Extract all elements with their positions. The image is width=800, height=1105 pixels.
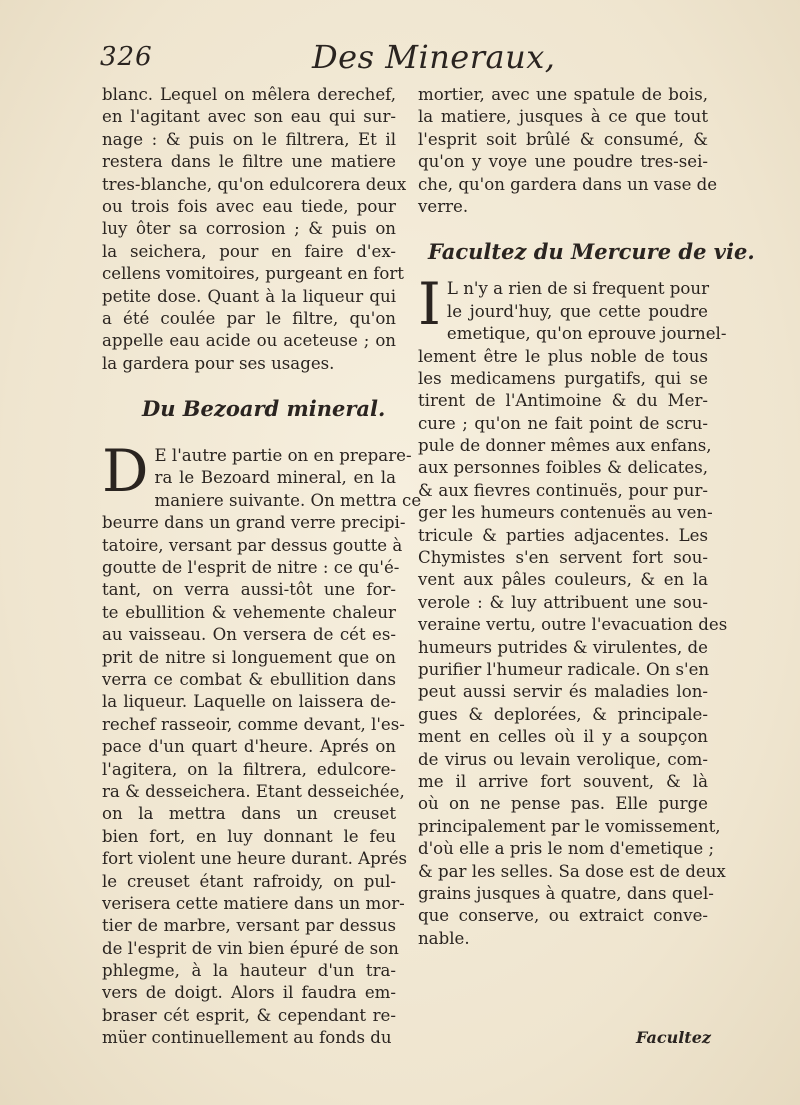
text-line: beurre dans un grand verre precipi- xyxy=(102,513,406,533)
section-heading-facultez: Facultez du Mercure de vie. xyxy=(428,239,755,265)
text-line: emetique, qu'on eprouve journel- xyxy=(446,324,727,344)
text-line: tricule & parties adjacentes. Les xyxy=(418,525,708,545)
text-line: tant, on verra aussi-tôt une for- xyxy=(102,580,396,600)
text-line: que conserve, ou extraict conve- xyxy=(418,906,708,926)
text-line: la gardera pour ses usages. xyxy=(102,353,335,373)
drop-cap: I xyxy=(418,270,441,339)
text-line: tirent de l'Antimoine & du Mer- xyxy=(418,391,708,411)
text-line: restera dans le filtre une matiere xyxy=(102,152,396,172)
page-number: 326 xyxy=(100,42,153,72)
text-line: la liqueur. Laquelle on laissera de- xyxy=(102,692,396,712)
text-line: au vaisseau. On versera de cét es- xyxy=(102,625,396,645)
text-line: fort violent une heure durant. Aprés xyxy=(102,849,408,869)
text-line: L n'y a rien de si frequent pour xyxy=(446,279,710,299)
text-line: de virus ou levain verolique, com- xyxy=(418,749,708,769)
left-paragraph-1 xyxy=(102,84,407,375)
text-line: mortier, avec une spatule de bois, xyxy=(418,85,708,104)
text-line: tres-blanche, qu'on edulcorera deux xyxy=(102,174,407,194)
text-line: on la mettra dans un creuset xyxy=(102,804,396,824)
text-line: maniere suivante. On mettra ce xyxy=(154,490,422,510)
text-line: vent aux pâles couleurs, & en la xyxy=(418,570,708,590)
text-line: le creuset étant rafroidy, on pul- xyxy=(102,871,396,891)
text-line: tier de marbre, versant par dessus xyxy=(102,916,396,936)
text-line: cellens vomitoires, purgeant en fort xyxy=(102,264,404,284)
text-line: le jourd'huy, que cette poudre xyxy=(446,301,708,321)
text-line: Chymistes s'en servent fort sou- xyxy=(418,548,708,568)
text-line: rechef rasseoir, comme devant, l'es- xyxy=(102,714,405,734)
text-line: de l'esprit de vin bien épuré de son xyxy=(102,938,399,958)
text-line: me il arrive fort souvent, & là xyxy=(418,771,708,791)
text-line: bien fort, en luy donnant le feu xyxy=(102,826,396,846)
text-line: & par les selles. Sa dose est de deux xyxy=(418,861,726,881)
right-paragraph-2 xyxy=(418,270,728,950)
text-line: gues & deplorées, & principale- xyxy=(418,704,708,724)
text-line: principalement par le vomissement, xyxy=(418,816,721,836)
text-line: lement être le plus noble de tous xyxy=(418,346,708,366)
text-line: verre. xyxy=(418,196,469,216)
drop-cap: D xyxy=(102,437,149,506)
text-line: ger les humeurs contenuës au ven- xyxy=(418,503,713,523)
text-line: où on ne pense pas. Elle purge xyxy=(418,794,708,814)
text-line: ou trois fois avec eau tiede, pour xyxy=(102,196,396,216)
text-line: braser cét esprit, & cependant re- xyxy=(102,1005,396,1025)
text-line: goutte de l'esprit de nitre : ce qu'é- xyxy=(102,558,400,578)
text-line: la seichera, pour en faire d'ex- xyxy=(102,241,396,261)
text-line: cure ; qu'on ne fait point de scru- xyxy=(418,413,708,433)
text-line: verisera cette matiere dans un mor- xyxy=(102,893,405,913)
text-line: ra le Bezoard mineral, en la xyxy=(154,468,396,488)
text-line: purifier l'humeur radicale. On s'en xyxy=(418,659,710,679)
page-header xyxy=(0,38,800,78)
text-line: en l'agitant avec son eau qui sur- xyxy=(102,107,396,127)
text-line: veraine vertu, outre l'evacuation des xyxy=(418,615,728,635)
text-line: tatoire, versant par dessus goutte à xyxy=(102,535,403,555)
text-line: appelle eau acide ou aceteuse ; on xyxy=(102,331,396,351)
section-heading-bezoard: Du Bezoard mineral. xyxy=(142,396,386,422)
text-line: & aux fievres continuës, pour pur- xyxy=(418,480,708,500)
text-line: verra ce combat & ebullition dans xyxy=(102,669,396,689)
text-line: müer continuellement au fonds du xyxy=(102,1028,392,1048)
text-line: blanc. Lequel on mêlera derechef, xyxy=(102,85,396,104)
left-paragraph-2 xyxy=(102,437,422,1050)
text-line: verole : & luy attribuent une sou- xyxy=(418,592,708,612)
text-line: prit de nitre si longuement que on xyxy=(102,647,396,667)
text-line: ment en celles où il y a soupçon xyxy=(418,727,708,747)
left-column xyxy=(102,84,422,1050)
text-line: petite dose. Quant à la liqueur qui xyxy=(102,286,396,306)
text-line: vers de doigt. Alors il faudra em- xyxy=(102,983,396,1003)
text-line: l'agitera, on la filtrera, edulcore- xyxy=(102,759,396,779)
text-line: d'où elle a pris le nom d'emetique ; xyxy=(418,839,715,859)
text-line: qu'on y voye une poudre tres-sei- xyxy=(418,152,708,172)
text-line: l'esprit soit brûlé & consumé, & xyxy=(418,129,708,149)
right-paragraph-1 xyxy=(418,84,718,218)
text-line: pule de donner mêmes aux enfans, xyxy=(418,436,712,456)
text-line: che, qu'on gardera dans un vase de xyxy=(418,174,718,194)
text-line: aux personnes foibles & delicates, xyxy=(418,458,708,478)
text-line: pace d'un quart d'heure. Aprés on xyxy=(102,737,396,757)
running-title: Des Mineraux, xyxy=(312,38,556,76)
text-line: humeurs putrides & virulentes, de xyxy=(418,637,708,657)
catchword: Facultez xyxy=(636,1028,711,1047)
text-line: luy ôter sa corrosion ; & puis on xyxy=(102,219,396,239)
text-line: nage : & puis on le filtrera, Et il xyxy=(102,129,396,149)
text-line: phlegme, à la hauteur d'un tra- xyxy=(102,961,396,981)
text-line: peut aussi servir és maladies lon- xyxy=(418,682,708,702)
text-line: E l'autre partie on en prepare- xyxy=(154,446,412,466)
text-line: les medicamens purgatifs, qui se xyxy=(418,368,708,388)
right-column xyxy=(418,84,755,950)
text-line: nable. xyxy=(418,928,470,948)
text-line: ra & desseichera. Etant desseichée, xyxy=(102,781,405,801)
text-line: a été coulée par le filtre, qu'on xyxy=(102,308,396,328)
text-line: te ebullition & vehemente chaleur xyxy=(102,602,396,622)
text-line: la matiere, jusques à ce que tout xyxy=(418,107,708,127)
text-line: grains jusques à quatre, dans quel- xyxy=(418,883,714,903)
